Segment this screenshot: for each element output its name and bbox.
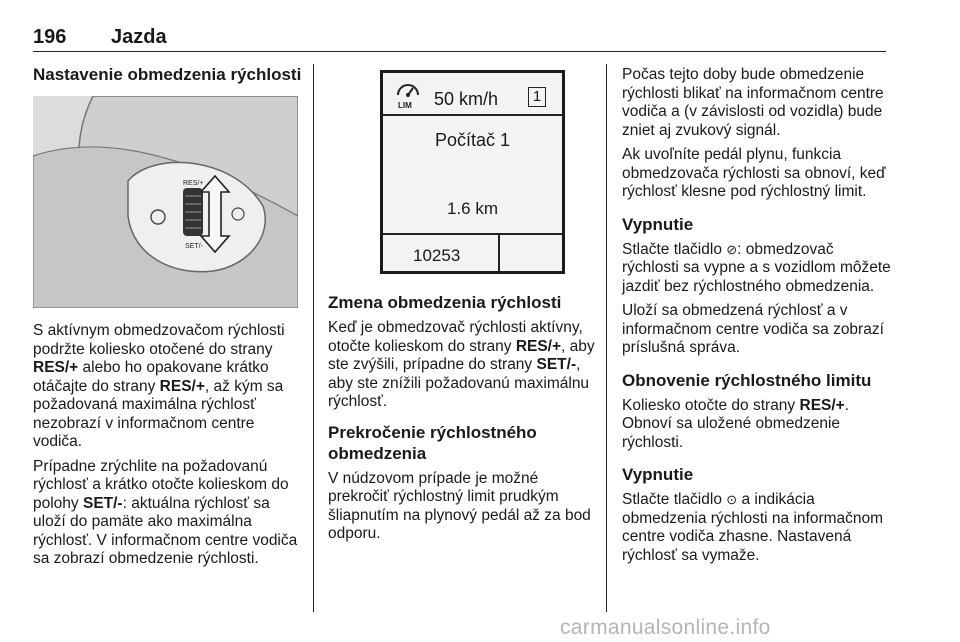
set-label: SET/- xyxy=(185,243,203,250)
paragraph: Koliesko otočte do strany RES/+. Obnoví sa uložené obmedzenie rýchlosti. xyxy=(622,396,850,451)
steering-wheel-illustration xyxy=(33,96,298,308)
limit-speed: 50 km/h xyxy=(434,89,499,109)
column-1-text xyxy=(33,322,305,575)
section-title: Jazda xyxy=(111,26,167,48)
odometer: 10253 xyxy=(413,246,461,265)
paragraph: V núdzovom prípade je možné prekročiť rýchlostný limit prudkým šliapnutím na plynový pedál až za bod odporu. xyxy=(328,469,591,542)
steering-wheel-drawing xyxy=(33,96,298,308)
res-label: RES/+ xyxy=(183,180,204,187)
watermark: carmanualsonline.info xyxy=(560,616,771,639)
paragraph: S aktívnym obmedzovačom rýchlosti podržte koliesko otočené do strany RES/+ alebo ho opakovane krátko otáčajte do strany RES/+, až kým sa požadovaná maximálna rýchlosť nezobrazí v informačnom centre vodiča. xyxy=(33,322,285,450)
column-3 xyxy=(622,66,892,571)
lim-label: LIM xyxy=(398,101,412,110)
limiter-icon: ⊙ xyxy=(726,492,738,507)
heading-off: Vypnutie xyxy=(622,214,694,234)
trip-distance: 1.6 km xyxy=(446,199,499,218)
heading-change-limit: Zmena obmedzenia rýchlosti xyxy=(328,293,562,312)
column-2 xyxy=(328,292,598,550)
paragraph: Stlačte tlačidlo ⊘: obmedzovač rýchlosti sa vypne a s vozidlom môžete jazdiť bez rýchlostného obmedzenia. xyxy=(622,240,891,295)
divider xyxy=(383,114,562,116)
header-rule xyxy=(33,51,886,52)
paragraph: Stlačte tlačidlo ⊙ a indikácia obmedzenia rýchlosti na informačnom centre vodiča zhasne. Nastavená rýchlosť sa vymaže. xyxy=(622,491,884,564)
speed-limiter-icon xyxy=(395,81,421,111)
paragraph: Uloží sa obmedzená rýchlosť a v informačnom centre vodiča sa zobrazí príslušná správa. xyxy=(622,302,884,356)
heading-off-2: Vypnutie xyxy=(622,465,694,484)
trip-computer-title: Počítač 1 xyxy=(434,130,511,150)
limiter-off-icon: ⊘ xyxy=(726,241,738,257)
paragraph: Počas tejto doby bude obmedzenie rýchlosti blikať na informačnom centre vodiča a (v závislosti od vozidla) bude zniet aj zvukový signál. xyxy=(622,66,884,139)
column-1 xyxy=(33,64,305,91)
info-center-display xyxy=(380,70,565,274)
paragraph: Prípadne zrýchlite na požadovanú rýchlosť a krátko otočte kolieskom do polohy SET/-: aktuálna rýchlosť sa uloží do pamäte ako maximálna rýchlosť. V informačnom centre vodiča sa zobrazí obmedzenie rýchlosti. xyxy=(33,457,298,567)
heading-exceed-limit: Prekročenie rýchlostného obmedzenia xyxy=(328,422,537,463)
page-header xyxy=(33,26,886,52)
heading-resume: Obnovenie rýchlostného limitu xyxy=(622,370,872,390)
trip-number: 1 xyxy=(528,87,546,107)
divider xyxy=(383,233,562,235)
column-divider xyxy=(313,64,314,612)
page-number: 196 xyxy=(33,26,67,48)
column-divider xyxy=(606,64,607,612)
paragraph: Ak uvoľníte pedál plynu, funkcia obmedzovača rýchlosti sa obnoví, keď rýchlosť klesne pod rýchlostný limit. xyxy=(622,146,886,200)
heading-speed-limit-setting: Nastavenie obmedzenia rýchlosti xyxy=(33,65,302,84)
divider xyxy=(498,235,500,271)
paragraph: Keď je obmedzovač rýchlosti aktívny, otočte kolieskom do strany RES/+, aby ste zvýšili, prípadne do strany SET/-, aby ste znížili požadovanú maximálnu rýchlosť. xyxy=(328,319,595,410)
